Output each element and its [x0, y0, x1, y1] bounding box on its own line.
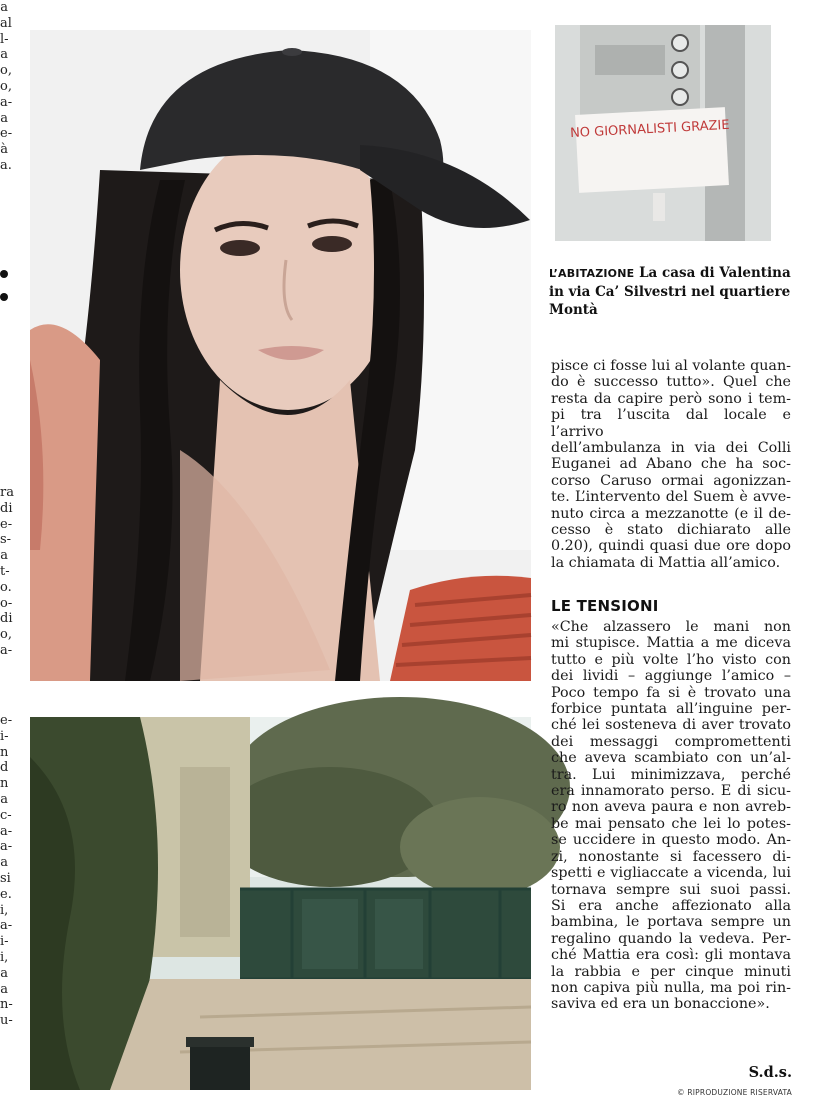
article-line: corso Caruso ormai agonizzan-: [551, 472, 791, 489]
left-fragment-line: o,: [0, 627, 12, 643]
article-line: dei lividi – aggiunge l’amico –: [551, 668, 791, 685]
left-column-fragments-mid: [0, 485, 14, 659]
caption-text: La casa di Valentina in via Ca’ Silvestri nel quartiere Montà: [549, 265, 791, 318]
left-fragment-line: t-: [0, 563, 10, 579]
left-fragment-line: i-: [0, 934, 9, 950]
portrait-illustration: [30, 30, 531, 681]
left-fragment-line: a-: [0, 839, 13, 855]
portrait-photo: [30, 30, 531, 681]
article-line: regalino quando la vedeva. Per-: [551, 930, 791, 947]
article-line: 0.20), quindi quasi due ore dopo: [551, 538, 791, 555]
copyright-notice: © RIPRODUZIONE RISERVATA: [677, 1088, 792, 1097]
left-fragment-line: o.: [0, 579, 12, 595]
article-line: ro non aveva paura e non avreb-: [551, 799, 791, 816]
article-body-bottom: [551, 619, 791, 1013]
article-line: saviva ed era un bonaccione».: [551, 996, 770, 1013]
left-fragment-line: a-: [0, 642, 13, 658]
left-fragment-line: c-: [0, 807, 12, 823]
left-fragment-line: e-: [0, 516, 13, 532]
intercom-photo: [555, 25, 771, 241]
photo-caption: [549, 264, 809, 319]
bullet-marker: [0, 270, 8, 278]
intercom-illustration: [555, 25, 771, 241]
left-fragment-line: s-: [0, 532, 12, 548]
article-line: «Che alzassero le mani non: [551, 619, 791, 635]
article-line: spetti e vigliaccate a vicenda, lui: [551, 865, 791, 882]
article-line: tra. Lui minimizzava, perché: [551, 766, 791, 783]
article-line: era innamorato perso. E di sicu-: [551, 783, 791, 800]
left-fragment-line: a: [0, 981, 8, 997]
article-line: Euganei ad Abano che ha soc-: [551, 456, 791, 473]
bullet-marker: [0, 293, 8, 301]
article-line: la chiamata di Mattia all’amico.: [551, 554, 781, 571]
left-fragment-line: l-: [0, 31, 9, 47]
left-fragment-line: i,: [0, 949, 9, 965]
left-fragment-line: si: [0, 870, 11, 886]
left-fragment-line: a: [0, 110, 8, 126]
article-line: forbice puntata all’inguine per-: [551, 701, 791, 718]
article-line: mi stupisce. Mattia a me diceva: [551, 635, 791, 652]
article-line: che aveva scambiato con un’al-: [551, 750, 791, 767]
left-fragment-line: a: [0, 47, 8, 63]
house-illustration: [30, 717, 531, 1090]
left-fragment-line: à: [0, 142, 8, 158]
left-fragment-line: a: [0, 0, 8, 15]
left-fragment-line: u-: [0, 1013, 13, 1029]
article-line: ché lei sosteneva di aver trovato: [551, 717, 791, 734]
caption-kicker: L’ABITAZIONE: [549, 267, 635, 280]
left-fragment-line: e-: [0, 126, 13, 142]
article-line: zi, nonostante si facessero di-: [551, 848, 791, 865]
article-line: ché Mattia era così: gli montava: [551, 947, 791, 964]
section-subhead: LE TENSIONI: [551, 597, 659, 615]
article-line: se uccidere in questo modo. An-: [551, 832, 791, 849]
left-fragment-line: d: [0, 760, 9, 776]
left-fragment-line: i,: [0, 902, 9, 918]
article-line: Poco tempo fa si è trovato una: [551, 684, 791, 701]
article-line: bambina, le portava sempre un: [551, 914, 791, 931]
left-fragment-line: a: [0, 965, 8, 981]
left-fragment-line: e-: [0, 713, 13, 728]
article-line: non capiva più nulla, ma poi rin-: [551, 979, 791, 996]
left-fragment-line: a.: [0, 157, 12, 173]
left-column-fragments-low: [0, 713, 13, 1029]
article-line: dei messaggi compromettenti: [551, 733, 791, 750]
article-line: la rabbia e per cinque minuti: [551, 963, 791, 980]
left-fragment-line: a-: [0, 918, 13, 934]
left-fragment-line: a-: [0, 823, 13, 839]
left-fragment-line: di: [0, 500, 13, 516]
left-fragment-line: ra: [0, 485, 14, 500]
left-fragment-line: di: [0, 611, 13, 627]
author-signature: S.d.s.: [748, 1064, 792, 1081]
article-line: resta da capire però sono i tem-: [551, 390, 791, 407]
left-fragment-line: n: [0, 776, 9, 792]
left-fragment-line: a: [0, 791, 8, 807]
article-line: te. L’intervento del Suem è avve-: [551, 489, 791, 506]
article-body-top: [551, 358, 791, 571]
left-fragment-line: a: [0, 855, 8, 871]
left-fragment-line: e.: [0, 886, 12, 902]
left-fragment-line: n-: [0, 997, 13, 1013]
article-line: nuto circa a mezzanotte (e il de-: [551, 505, 791, 522]
article-line: do è successo tutto». Quel che: [551, 374, 791, 391]
sign-text: NO GIORNALISTI GRAZIE: [569, 117, 730, 142]
left-fragment-line: al: [0, 15, 12, 31]
article-line: tornava sempre sui suoi passi.: [551, 881, 791, 898]
house-photo: [30, 717, 531, 1090]
left-fragment-line: a: [0, 548, 8, 564]
article-line: be mai pensato che lei lo potes-: [551, 815, 791, 832]
left-fragment-line: o,: [0, 78, 12, 94]
left-fragment-line: n: [0, 744, 9, 760]
article-line: Si era anche affezionato alla: [551, 897, 791, 914]
left-fragment-line: a-: [0, 94, 13, 110]
article-line: cesso è stato dichiarato alle: [551, 522, 791, 539]
left-column-fragments-top: [0, 0, 13, 174]
left-fragment-line: o-: [0, 595, 13, 611]
article-line: tutto e più volte l’ho visto con: [551, 651, 791, 668]
article-line: pi tra l’uscita dal locale e l’arrivo: [551, 407, 791, 440]
article-line: pisce ci fosse lui al volante quan-: [551, 358, 791, 374]
left-fragment-line: i-: [0, 728, 9, 744]
left-fragment-line: o,: [0, 63, 12, 79]
article-line: dell’ambulanza in via dei Colli: [551, 440, 791, 457]
